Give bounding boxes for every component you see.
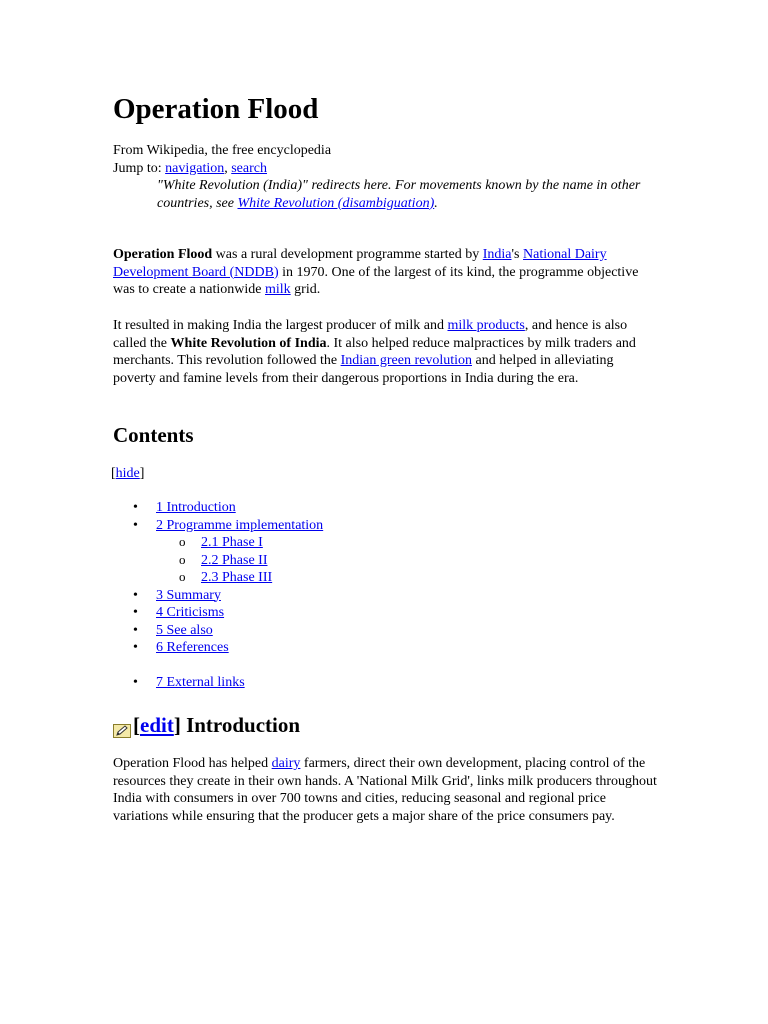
lead-text-1: was a rural development programme started by (212, 247, 483, 262)
edit-open-bracket: [ (133, 713, 140, 737)
nddb-link[interactable]: National Dairy Development Board (NDDB) (113, 247, 607, 280)
toc-link-references[interactable]: 6 References (156, 640, 229, 655)
jump-to-label: Jump to: (113, 160, 166, 176)
toc-link-summary[interactable]: 3 Summary (156, 587, 221, 603)
toc-link-phase-1[interactable]: 2.1 Phase I (201, 535, 263, 550)
hatnote (157, 177, 657, 212)
lead-text-4: grid. (290, 282, 321, 297)
dairy-link[interactable]: dairy (271, 756, 301, 771)
toc-item-external-links (113, 674, 513, 692)
lead-paragraph (113, 246, 658, 299)
table-of-contents (113, 499, 513, 692)
disambiguation-link[interactable]: White Revolution (disambiguation) (237, 195, 435, 211)
toc-list (113, 499, 513, 692)
lead-bold: Operation Flood (113, 247, 213, 262)
edit-section-link[interactable]: edit (140, 713, 174, 737)
pencil-icon-graphic (113, 724, 131, 738)
hatnote-text: "White Revolution (India)" redirects here. For movements known by the name in other countries, see (157, 178, 641, 211)
toggle-open-bracket: [ (111, 466, 116, 481)
jump-separator: , (224, 160, 232, 176)
toc-item-see-also (113, 622, 513, 640)
india-link[interactable]: India (482, 247, 512, 262)
toc-item-summary (113, 587, 513, 605)
milk-products-link[interactable]: milk products (447, 318, 525, 333)
hide-toc-link[interactable]: hide (115, 466, 140, 481)
toc-link-phase-2[interactable]: 2.2 Phase II (201, 552, 268, 568)
contents-heading: Contents (113, 423, 194, 447)
toc-link-phase-3[interactable]: 2.3 Phase III (201, 570, 273, 585)
toc-item-programme-implementation (113, 517, 513, 535)
p2-text-4: and helped in alleviating poverty and famine levels from their dangerous proportions in India during the era. (113, 353, 614, 386)
toc-link-external-links[interactable]: 7 External links (156, 675, 245, 690)
edit-close-bracket: ] (173, 713, 181, 737)
toc-item-references (113, 639, 513, 657)
toc-link-introduction[interactable]: 1 Introduction (156, 500, 236, 515)
toc-link-programme-implementation[interactable]: 2 Programme implementation (156, 517, 324, 533)
intro-text-1: Operation Flood has helped (113, 756, 272, 771)
introduction-heading (113, 712, 300, 738)
white-revolution-bold: White Revolution of India (170, 335, 327, 351)
toc-item-phase-1 (113, 534, 513, 552)
toc-item-phase-2 (113, 552, 513, 570)
pencil-icon[interactable] (113, 718, 131, 732)
toc-item-phase-3 (113, 569, 513, 587)
hatnote-end: . (434, 195, 438, 211)
lead-text-2: 's (511, 247, 523, 262)
lead-text-3: in 1970. One of the largest of its kind, the programme objective was to create a nationwide (113, 264, 639, 297)
jump-to (113, 160, 673, 178)
from-line: From Wikipedia, the free encyclopedia (113, 143, 332, 158)
toc-toggle (111, 465, 144, 483)
intro-text-2: farmers, direct their own development, placing control of the resources they create in their own hands. A 'National Milk Grid', links milk producers throughout India with consumers in over 700 towns and cities, reducing seasonal and regional price variations while ensuring that the producer gets a major share of the price consumers pay. (113, 756, 657, 824)
toc-item-criticisms (113, 604, 513, 622)
introduction-paragraph (113, 755, 658, 825)
introduction-heading-text: Introduction (180, 713, 301, 737)
navigation-link[interactable]: navigation (165, 160, 225, 176)
toc-link-criticisms[interactable]: 4 Criticisms (156, 605, 225, 620)
search-link[interactable]: search (231, 160, 267, 176)
toc-item-introduction (113, 499, 513, 517)
p2-text-2: , and hence is also called the (113, 318, 628, 351)
milk-link[interactable]: milk (265, 282, 291, 297)
toggle-close-bracket: ] (139, 466, 145, 481)
p2-text-1: It resulted in making India the largest producer of milk and (113, 318, 448, 333)
green-revolution-link[interactable]: Indian green revolution (340, 353, 472, 368)
second-paragraph (113, 317, 658, 387)
page-title: Operation Flood (113, 93, 319, 125)
page-subtitle (113, 142, 673, 177)
toc-link-see-also[interactable]: 5 See also (156, 622, 213, 638)
p2-text-3: . It also helped reduce malpractices by milk traders and merchants. This revolution followed the (113, 335, 636, 368)
